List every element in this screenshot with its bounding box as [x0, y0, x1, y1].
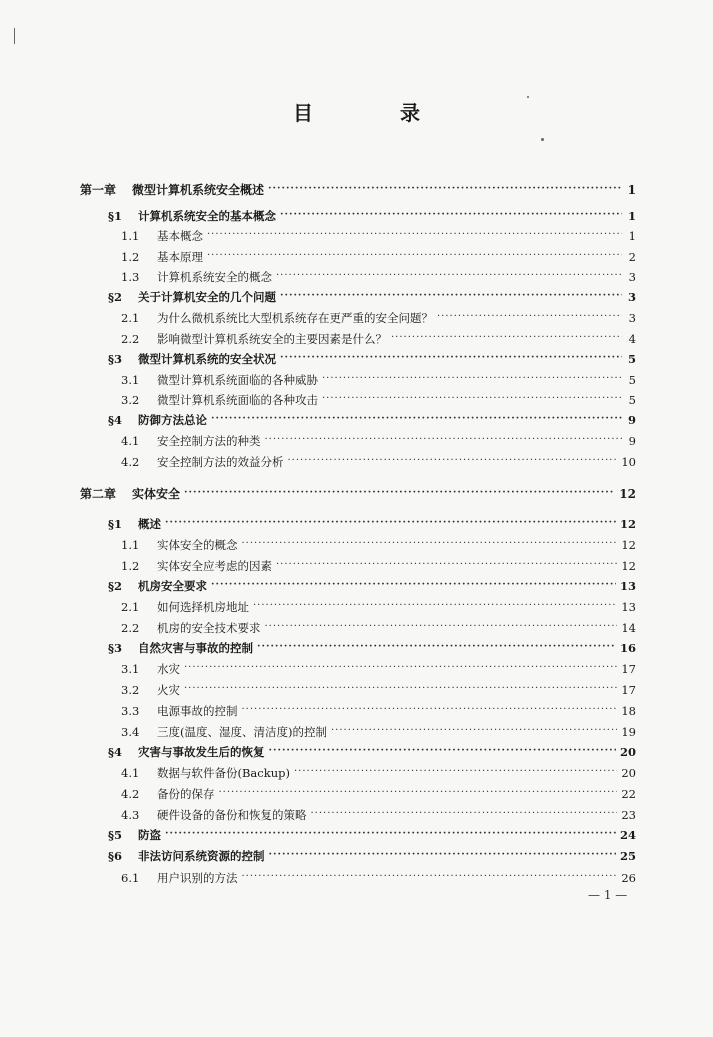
toc-section-row	[108, 822, 636, 842]
toc-leader-dots	[242, 538, 618, 552]
toc-number: §2	[108, 290, 123, 304]
toc-leader-dots	[280, 352, 622, 366]
toc-leader-dots	[257, 641, 616, 655]
toc-subsection-row	[121, 698, 636, 718]
toc-page-number: 10	[621, 455, 636, 469]
toc-subsection-row	[121, 594, 636, 614]
toc-leader-dots	[311, 808, 618, 822]
toc-subsection-row	[121, 656, 636, 676]
toc-leader-dots	[242, 871, 618, 885]
toc-leader-dots	[265, 621, 618, 635]
toc-leader-dots	[276, 270, 622, 284]
page-number: — 1 —	[588, 888, 628, 902]
toc-entry-title: 微型计算机系统安全概述	[132, 183, 265, 197]
toc-number: 3.1	[121, 662, 140, 676]
scan-speck	[541, 138, 544, 141]
toc-page-number: 17	[621, 683, 636, 697]
toc-subsection-row	[121, 223, 636, 243]
toc-entry-title: 数据与软件备份(Backup)	[157, 766, 290, 780]
toc-leader-dots	[184, 683, 617, 697]
scan-speck	[14, 28, 15, 44]
toc-number: 4.1	[121, 434, 140, 448]
page-title: 目 录	[293, 101, 460, 125]
toc-page-number: 5	[627, 352, 636, 366]
toc-number: 4.2	[121, 455, 140, 469]
toc-entry-title: 如何选择机房地址	[157, 600, 249, 614]
toc-number: §5	[108, 828, 123, 842]
toc-number: 2.1	[121, 311, 140, 325]
toc-entry-title: 影响微型计算机系统安全的主要因素是什么？	[157, 332, 387, 346]
toc-number: §6	[108, 849, 123, 863]
toc-page-number: 23	[621, 808, 636, 822]
toc-leader-dots	[165, 828, 616, 842]
toc-section-row	[108, 573, 636, 593]
toc-entry-title: 为什么微机系统比大型机系统存在更严重的安全问题？	[157, 311, 433, 325]
toc-number: 3.3	[121, 704, 140, 718]
toc-number: 第一章	[80, 183, 117, 197]
toc-page-number: 12	[619, 517, 636, 531]
toc-entry-title: 微型计算机系统面临的各种攻击	[157, 393, 318, 407]
toc-subsection-row	[121, 781, 636, 801]
toc-number: 3.2	[121, 683, 140, 697]
toc-entry-title: 关于计算机安全的几个问题	[138, 290, 276, 304]
toc-subsection-row	[121, 367, 636, 387]
toc-page-number: 1	[627, 183, 636, 197]
toc-number: 1.2	[121, 250, 140, 264]
toc-number: 2.2	[121, 621, 140, 635]
toc-section-row	[108, 511, 636, 531]
toc-entry-title: 灾害与事故发生后的恢复	[138, 745, 265, 759]
toc-leader-dots	[242, 704, 618, 718]
toc-number: 1.1	[121, 538, 140, 552]
toc-page-number: 14	[621, 621, 636, 635]
toc-entry-title: 防盗	[138, 828, 161, 842]
toc-number: §3	[108, 641, 123, 655]
toc-number: §1	[108, 517, 123, 531]
toc-page-number: 12	[619, 487, 636, 501]
toc-leader-dots	[391, 332, 622, 346]
toc-page-number: 5	[628, 393, 636, 407]
toc-subsection-row	[121, 802, 636, 822]
toc-leader-dots	[288, 455, 618, 469]
toc-number: §1	[108, 209, 123, 223]
toc-page-number: 3	[628, 270, 636, 284]
toc-number: 1.2	[121, 559, 140, 573]
toc-entry-title: 基本概念	[157, 229, 203, 243]
toc-entry-title: 微型计算机系统面临的各种威胁	[157, 373, 318, 387]
toc-section-row	[108, 346, 636, 366]
toc-number: §4	[108, 745, 123, 759]
toc-section-row	[108, 843, 636, 863]
toc-entry-title: 水灾	[157, 662, 180, 676]
toc-number: 第二章	[80, 487, 117, 501]
toc-page-number: 13	[619, 579, 636, 593]
toc-number: §3	[108, 352, 123, 366]
toc-section-row	[108, 635, 636, 655]
toc-subsection-row	[121, 326, 636, 346]
toc-entry-title: 实体安全	[132, 487, 181, 501]
toc-entry-title: 火灾	[157, 683, 180, 697]
toc-number: 3.2	[121, 393, 140, 407]
toc-page-number: 16	[619, 641, 636, 655]
toc-entry-title: 概述	[138, 517, 161, 531]
toc-chapter-row	[80, 177, 636, 197]
toc-leader-dots	[322, 393, 622, 407]
toc-subsection-row	[121, 264, 636, 284]
toc-subsection-row	[121, 719, 636, 739]
toc-page-number: 1	[627, 209, 636, 223]
toc-number: 2.1	[121, 600, 140, 614]
toc-page-number: 12	[621, 559, 636, 573]
toc-entry-title: 机房安全要求	[138, 579, 207, 593]
toc-entry-title: 硬件设备的备份和恢复的策略	[157, 808, 307, 822]
toc-section-row	[108, 203, 636, 223]
toc-entry-title: 实体安全的概念	[157, 538, 238, 552]
toc-leader-dots	[207, 250, 622, 264]
toc-subsection-row	[121, 865, 636, 885]
toc-entry-title: 防御方法总论	[138, 413, 207, 427]
toc-leader-dots	[437, 311, 622, 325]
toc-page-number: 1	[628, 229, 636, 243]
toc-page-number: 2	[628, 250, 636, 264]
toc-number: 2.2	[121, 332, 140, 346]
toc-leader-dots	[165, 517, 616, 531]
toc-section-row	[108, 407, 636, 427]
toc-entry-title: 非法访问系统资源的控制	[138, 849, 265, 863]
toc-number: 4.3	[121, 808, 140, 822]
toc-number: §4	[108, 413, 123, 427]
toc-entry-title: 机房的安全技术要求	[157, 621, 261, 635]
toc-number: 3.1	[121, 373, 140, 387]
toc-entry-title: 安全控制方法的效益分析	[157, 455, 284, 469]
scan-speck	[527, 96, 529, 98]
toc-subsection-row	[121, 244, 636, 264]
toc-subsection-row	[121, 532, 636, 552]
toc-page-number: 20	[621, 766, 636, 780]
toc-page-number: 3	[628, 311, 636, 325]
toc-entry-title: 用户识别的方法	[157, 871, 238, 885]
toc-entry-title: 微型计算机系统的安全状况	[138, 352, 276, 366]
toc-page-number: 22	[621, 787, 636, 801]
toc-entry-title: 安全控制方法的种类	[157, 434, 261, 448]
toc-entry-title: 基本原理	[157, 250, 203, 264]
toc-page-number: 4	[628, 332, 636, 346]
toc-page-number: 13	[621, 600, 636, 614]
toc-leader-dots	[294, 766, 617, 780]
toc-entry-title: 三度(温度、湿度、清洁度)的控制	[157, 725, 327, 739]
toc-leader-dots	[276, 559, 617, 573]
toc-page-number: 18	[621, 704, 636, 718]
toc-leader-dots	[269, 745, 616, 759]
toc-leader-dots	[331, 725, 617, 739]
toc-leader-dots	[207, 229, 622, 243]
toc-leader-dots	[211, 579, 616, 593]
toc-subsection-row	[121, 760, 636, 780]
toc-leader-dots	[219, 787, 618, 801]
toc-leader-dots	[211, 413, 622, 427]
toc-leader-dots	[253, 600, 617, 614]
toc-subsection-row	[121, 615, 636, 635]
toc-page-number: 24	[619, 828, 636, 842]
toc-chapter-row	[80, 481, 636, 501]
toc-entry-title: 自然灾害与事故的控制	[138, 641, 253, 655]
toc-leader-dots	[268, 183, 622, 197]
toc-subsection-row	[121, 387, 636, 407]
toc-section-row	[108, 739, 636, 759]
toc-page-number: 20	[619, 745, 636, 759]
toc-page-number: 5	[628, 373, 636, 387]
toc-number: 4.1	[121, 766, 140, 780]
toc-page-number: 26	[621, 871, 636, 885]
toc-section-row	[108, 284, 636, 304]
toc-subsection-row	[121, 449, 636, 469]
toc-number: 4.2	[121, 787, 140, 801]
toc-page-number: 25	[619, 849, 636, 863]
toc-entry-title: 电源事故的控制	[157, 704, 238, 718]
toc-page-number: 19	[621, 725, 636, 739]
toc-subsection-row	[121, 553, 636, 573]
toc-page-number: 12	[621, 538, 636, 552]
toc-subsection-row	[121, 677, 636, 697]
toc-page-number: 9	[628, 434, 636, 448]
toc-number: 3.4	[121, 725, 140, 739]
toc-entry-title: 备份的保存	[157, 787, 215, 801]
toc-entry-title: 计算机系统安全的基本概念	[138, 209, 276, 223]
toc-entry-title: 实体安全应考虑的因素	[157, 559, 272, 573]
toc-subsection-row	[121, 428, 636, 448]
toc-page-number: 17	[621, 662, 636, 676]
toc-number: 6.1	[121, 871, 140, 885]
toc-leader-dots	[269, 849, 616, 863]
toc-leader-dots	[280, 209, 622, 223]
toc-page-number: 3	[627, 290, 636, 304]
toc-page-number: 9	[627, 413, 636, 427]
toc-number: 1.1	[121, 229, 140, 243]
toc-leader-dots	[184, 487, 615, 501]
toc-leader-dots	[265, 434, 623, 448]
toc-number: §2	[108, 579, 123, 593]
toc-leader-dots	[322, 373, 622, 387]
toc-number: 1.3	[121, 270, 140, 284]
toc-entry-title: 计算机系统安全的概念	[157, 270, 272, 284]
toc-leader-dots	[184, 662, 617, 676]
toc-leader-dots	[280, 290, 622, 304]
toc-subsection-row	[121, 305, 636, 325]
